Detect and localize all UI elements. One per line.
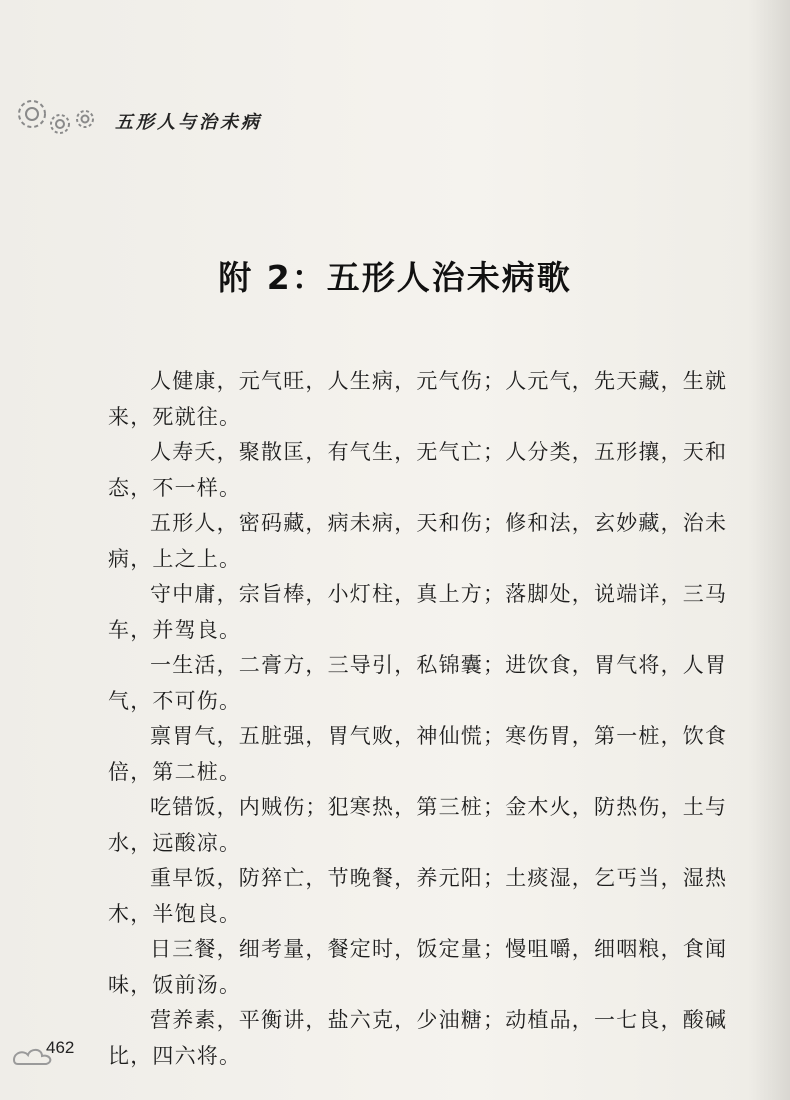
running-title: 五形人与治未病 xyxy=(115,112,262,133)
chapter-title: 附 2：五形人治未病歌 xyxy=(218,258,572,297)
poem-paragraph: 五形人，密码藏，病未病，天和伤；修和法，玄妙藏，治未病，上之上。 xyxy=(108,511,728,571)
flower-ornament-icon xyxy=(10,92,110,136)
poem-paragraph: 守中庸，宗旨棒，小灯柱，真上方；落脚处，说端详，三马车，并驾良。 xyxy=(108,582,728,642)
poem-paragraph: 营养素，平衡讲，盐六克，少油糖；动植品，一七良，酸碱比，四六将。 xyxy=(108,1008,728,1068)
poem-paragraph: 一生活，二膏方，三导引，私锦囊；进饮食，胃气将，人胃气，不可伤。 xyxy=(108,653,728,713)
poem-paragraph: 吃错饭，内贼伤；犯寒热，第三桩；金木火，防热伤，土与水，远酸凉。 xyxy=(108,795,728,855)
page-number: 462 xyxy=(46,1038,75,1057)
poem-paragraph: 人健康，元气旺，人生病，元气伤；人元气，先天藏，生就来，死就往。 xyxy=(108,369,728,429)
page-spine-shadow xyxy=(748,0,790,1100)
poem-body xyxy=(108,364,728,1074)
page-footer xyxy=(10,1034,130,1068)
poem-paragraph: 重早饭，防猝亡，节晚餐，养元阳；土痰湿，乞丐当，湿热木，半饱良。 xyxy=(108,866,728,926)
poem-paragraph: 日三餐，细考量，餐定时，饭定量；慢咀嚼，细咽粮，食闻味，饭前汤。 xyxy=(108,937,728,997)
running-header xyxy=(10,92,310,136)
poem-paragraph: 禀胃气，五脏强，胃气败，神仙慌；寒伤胃，第一桩，饮食倍，第二桩。 xyxy=(108,724,728,784)
poem-paragraph: 人寿夭，聚散匡，有气生，无气亡；人分类，五形攘，天和态，不一样。 xyxy=(108,440,728,500)
